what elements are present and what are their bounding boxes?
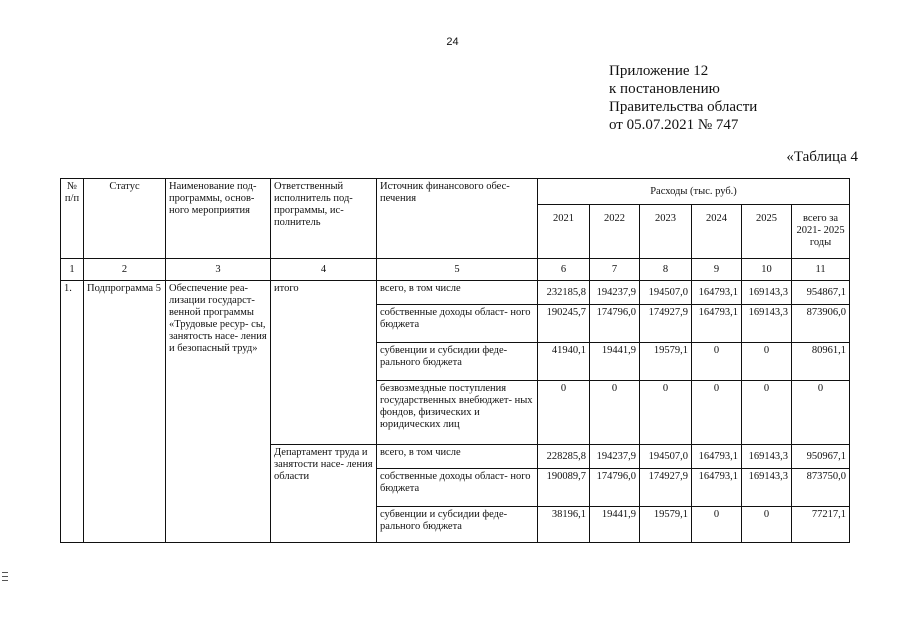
col-number: 9 [692,259,742,281]
row-source: собственные доходы област- ного бюджета [377,305,538,343]
header-year-2021: 2021 [538,205,590,259]
value-cell: 169143,3 [742,305,792,343]
row-name: Обеспечение реа- лизации государст- венной программы «Трудовые ресур- сы, занятость насе- ления и безопасный труд» [166,281,271,543]
row-source: безвозмездные поступления государственных внебюджет- ных фондов, физических и юридических лиц [377,381,538,445]
value-cell: 169143,3 [742,469,792,507]
value-cell: 19441,9 [590,507,640,543]
value-cell: 0 [538,381,590,445]
header-executor: Ответственный исполнитель под- программы, ис- полнитель [271,179,377,259]
value-cell: 38196,1 [538,507,590,543]
value-cell: 174927,9 [640,469,692,507]
row-source: всего, в том числе [377,281,538,305]
row-source: субвенции и субсидии феде- рального бюджета [377,343,538,381]
value-cell: 0 [640,381,692,445]
value-cell: 0 [692,381,742,445]
row-status: Подпрограмма 5 [84,281,166,543]
value-cell: 194507,0 [640,281,692,305]
value-cell: 954867,1 [792,281,850,305]
appendix-line: Приложение 12 [609,63,709,79]
value-cell: 174927,9 [640,305,692,343]
value-cell: 0 [590,381,640,445]
row-source: всего, в том числе [377,445,538,469]
table-row [61,281,850,305]
row-source: субвенции и субсидии феде- рального бюджета [377,507,538,543]
header-expenses: Расходы (тыс. руб.) [538,179,850,205]
appendix-line: к постановлению [609,81,720,97]
value-cell: 194237,9 [590,445,640,469]
margin-mark [2,572,8,584]
header-year-2023: 2023 [640,205,692,259]
col-number: 1 [61,259,84,281]
value-cell: 164793,1 [692,305,742,343]
header-status: Статус [84,179,166,259]
col-number: 8 [640,259,692,281]
row-num: 1. [61,281,84,543]
appendix-line: от 05.07.2021 № 747 [609,117,739,133]
value-cell: 873750,0 [792,469,850,507]
col-number: 2 [84,259,166,281]
header-total: всего за 2021- 2025 годы [792,205,850,259]
header-year-2025: 2025 [742,205,792,259]
appendix-line: Правительства области [609,99,758,115]
value-cell: 194237,9 [590,281,640,305]
col-number: 6 [538,259,590,281]
expenses-table [60,178,850,543]
value-cell: 0 [792,381,850,445]
value-cell: 164793,1 [692,281,742,305]
value-cell: 190245,7 [538,305,590,343]
value-cell: 169143,3 [742,445,792,469]
header-num: № п/п [61,179,84,259]
header-source: Источник финансового обес- печения [377,179,538,259]
value-cell: 164793,1 [692,469,742,507]
table-caption: «Таблица 4 [786,149,858,165]
row-executor: Департамент труда и занятости насе- ления области [271,445,377,543]
value-cell: 190089,7 [538,469,590,507]
header-year-2022: 2022 [590,205,640,259]
col-number: 5 [377,259,538,281]
value-cell: 0 [742,507,792,543]
value-cell: 873906,0 [792,305,850,343]
col-number: 10 [742,259,792,281]
col-number: 7 [590,259,640,281]
value-cell: 0 [742,343,792,381]
value-cell: 0 [692,343,742,381]
value-cell: 0 [742,381,792,445]
col-number: 11 [792,259,850,281]
value-cell: 232185,8 [538,281,590,305]
value-cell: 19579,1 [640,507,692,543]
value-cell: 228285,8 [538,445,590,469]
row-executor: итого [271,281,377,445]
value-cell: 19579,1 [640,343,692,381]
col-number: 3 [166,259,271,281]
value-cell: 19441,9 [590,343,640,381]
header-year-2024: 2024 [692,205,742,259]
value-cell: 169143,3 [742,281,792,305]
value-cell: 194507,0 [640,445,692,469]
col-number: 4 [271,259,377,281]
value-cell: 164793,1 [692,445,742,469]
column-number-row [61,259,850,281]
appendix-block [609,62,757,134]
value-cell: 174796,0 [590,469,640,507]
value-cell: 80961,1 [792,343,850,381]
page-number: 24 [446,36,459,48]
row-source: собственные доходы област- ного бюджета [377,469,538,507]
header-name: Наименование под- программы, основ- ного мероприятия [166,179,271,259]
value-cell: 0 [692,507,742,543]
value-cell: 77217,1 [792,507,850,543]
value-cell: 950967,1 [792,445,850,469]
value-cell: 41940,1 [538,343,590,381]
value-cell: 174796,0 [590,305,640,343]
